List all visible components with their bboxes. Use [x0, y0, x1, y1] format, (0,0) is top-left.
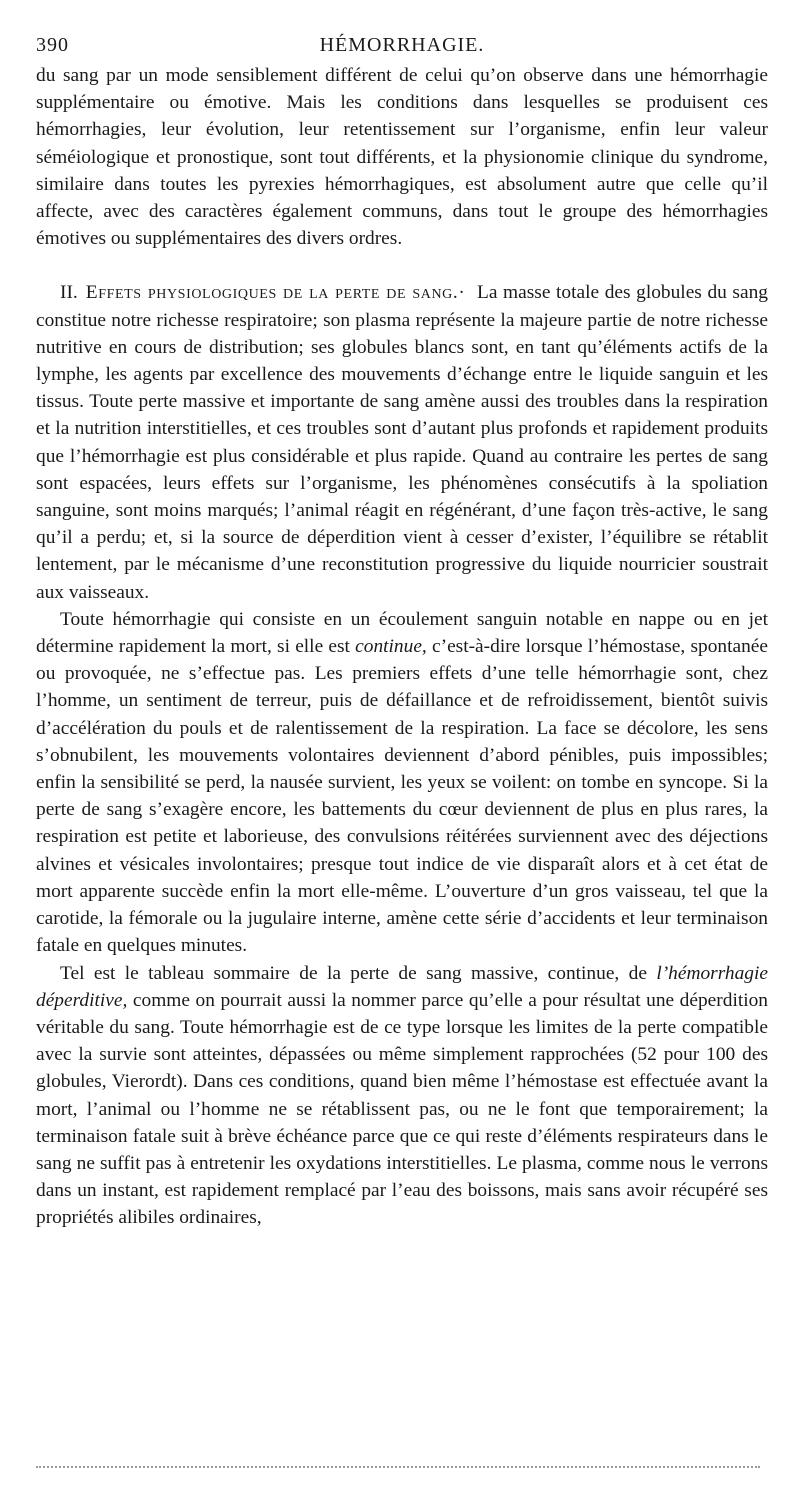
book-page — [36, 28, 768, 1232]
paragraph — [36, 960, 768, 1232]
emphasis-text: l’hémorrhagie déperditive, — [36, 962, 768, 1011]
section-paragraph — [36, 279, 768, 605]
paragraph-continuation — [36, 62, 768, 252]
paragraph — [36, 606, 768, 960]
bottom-dotted-rule — [36, 1466, 760, 1468]
paragraph-text: c’est-à-dire lorsque l’hémostase, spontanée ou provoquée, ne s’effectue pas. Les premiers effets d’une telle hémorrhagie sont, chez l’homme, un sentiment de terreur, puis de défaillance et de refroidissement, bientôt suivis d’accélération du pouls et de ralentissement de la respiration. La face se décolore, les sens s’obnubilent, les mouvements volontaires deviennent d’abord pénibles, puis impossibles; enfin la sensibilité se perd, la nausée survient, les yeux se voilent: on tombe en syncope. Si la perte de sang s’exagère encore, les battements du cœur deviennent de plus en plus rares, la respiration est petite et laborieuse, des convulsions réitérées surviennent avec des déjections alvines et vésicales involontaires; presque tout indice de vie disparaît alors et à cet état de mort apparente succède enfin la mort elle-même. L’ouverture d’un gros vaisseau, tel que la carotide, la fémorale ou la jugulaire interne, amène cette série d’accidents et leur terminaison fatale en quelques minutes. — [36, 636, 768, 957]
paragraph-text: comme on pourrait aussi la nommer parce qu’elle a pour résultat une déperdition véritable du sang. Toute hémorrhagie est de ce type lorsque les limites de la perte compatible avec la survie sont atteintes, dépassées ou même simplement rapprochées (52 pour 100 des globules, Vierordt). Dans ces conditions, quand bien même l’hémostase est effectuée avant la mort, l’animal ou l’homme ne se rétablissent pas, ou ne le font que temporairement; la terminaison fatale suit à brève échéance parce que ce qui reste d’éléments respirateurs dans le sang ne suffit pas à entretenir les oxydations interstitielles. Le plasma, comme nous le verrons dans un instant, est rapidement remplacé par l’eau des boissons, mais sans avoir récupéré ses propriétés alibiles ordinaires, — [36, 989, 768, 1229]
paragraph-text: Toute hémorrhagie qui consiste en un écoulement sanguin notable en nappe ou en jet détermine rapidement la mort, si elle est — [36, 608, 768, 658]
section-numeral: II. — [60, 282, 78, 304]
section-heading: Effets physiologiques de la perte de sang.· — [85, 282, 466, 304]
paragraph-text: Tel est le tableau sommaire de la perte de sang massive, continue, de — [60, 962, 647, 984]
running-head — [36, 28, 768, 62]
paragraph-text: La masse totale des globules du sang constitue notre richesse respiratoire; son plasma représente la majeure partie de notre richesse nutritive en cours de distribution; ses globules blancs sont, en tant qu’éléments actifs de la lymphe, les agents par excellence des mouvements d’échange entre le liquide sanguin et les tissus. Toute perte massive et importante de sang amène aussi des troubles dans la respiration et la nutrition interstitielles, et ces troubles sont d’autant plus profonds et rapidement produits que l’hémorrhagie est plus considérable et plus rapide. Quand au contraire les pertes de sang sont espacées, leurs effets sur l’organisme, les phénomènes consécutifs à la spoliation sanguine, sont moins marqués; l’animal réagit en régénérant, d’une façon très-active, le sang qu’il a perdu; et, si la source de déperdition vient à cesser d’exister, l’équilibre se rétablit lentement, par le mécanisme d’une reconstitution progressive du liquide nourricier soustrait aux vaisseaux. — [36, 282, 768, 603]
running-title: HÉMORRHAGIE. — [319, 34, 485, 56]
page-number: 390 — [36, 34, 69, 56]
paragraph-text: du sang par un mode sensiblement différent de celui qu’on observe dans une hémorrhagie supplémentaire ou émotive. Mais les conditions dans lesquelles se produisent ces hémorrhagies, leur évolution, leur retentissement sur l’organisme, enfin leur valeur séméiologique et pronostique, sont tout différents, et la physionomie clinique du syndrome, similaire dans toutes les pyrexies hémorrhagiques, est absolument autre que celle qu’il affecte, avec des caractères également communs, dans tout le groupe des hémorrhagies émotives ou supplémentaires des divers ordres. — [36, 65, 768, 250]
emphasis-text: continue, — [355, 636, 427, 658]
